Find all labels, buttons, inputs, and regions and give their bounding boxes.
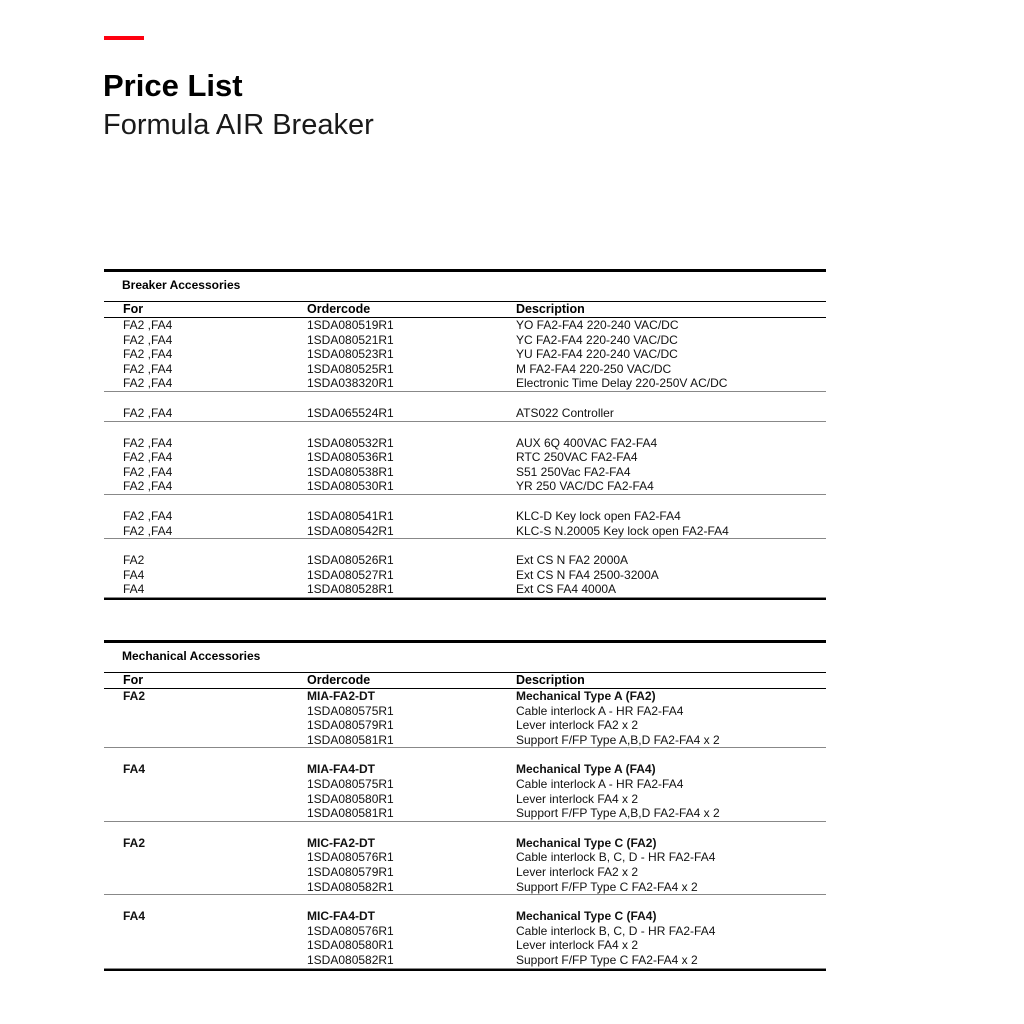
section-bottom-rule (104, 598, 826, 600)
table-row (104, 880, 826, 896)
group-spacer (104, 895, 826, 909)
cell-for: FA2 ,FA4 (123, 361, 173, 376)
table-row (104, 524, 826, 540)
table-row (104, 836, 826, 851)
table-body (104, 689, 826, 969)
group-spacer (104, 495, 826, 509)
table-row (104, 733, 826, 749)
cell-ordercode: 1SDA080580R1 (307, 938, 394, 953)
table-row (104, 347, 826, 362)
table-row (104, 938, 826, 953)
section-bottom-rule (104, 969, 826, 971)
table-header (104, 301, 826, 318)
cell-description: Lever interlock FA2 x 2 (516, 718, 639, 733)
cell-for: FA2 ,FA4 (123, 318, 173, 332)
cell-ordercode: 1SDA080575R1 (307, 776, 394, 791)
cell-description: YC FA2-FA4 220-240 VAC/DC (516, 332, 678, 347)
cell-description: KLC-S N.20005 Key lock open FA2-FA4 (516, 523, 729, 538)
cell-for: FA2 ,FA4 (123, 464, 173, 479)
mechanical-accessories-table (104, 640, 826, 971)
cell-description: Mechanical Type A (FA2) (516, 689, 656, 703)
table-row (104, 568, 826, 583)
cell-for: FA2 ,FA4 (123, 376, 173, 391)
cell-description: AUX 6Q 400VAC FA2-FA4 (516, 435, 658, 450)
cell-description: Ext CS N FA2 2000A (516, 553, 629, 568)
cell-description: Support F/FP Type A,B,D FA2-FA4 x 2 (516, 806, 720, 821)
cell-for: FA4 (123, 909, 146, 924)
cell-for: FA2 ,FA4 (123, 479, 173, 494)
section-title: Mechanical Accessories (122, 649, 261, 663)
cell-ordercode: 1SDA080576R1 (307, 850, 394, 865)
table-row (104, 450, 826, 465)
table-row (104, 924, 826, 939)
cell-ordercode: 1SDA080528R1 (307, 582, 394, 597)
table-row (104, 333, 826, 348)
table-row (104, 762, 826, 777)
cell-ordercode: 1SDA080582R1 (307, 952, 394, 967)
cell-description: Mechanical Type A (FA4) (516, 762, 656, 777)
cell-ordercode: 1SDA080521R1 (307, 332, 394, 347)
table-row (104, 376, 826, 392)
table-row (104, 465, 826, 480)
cell-ordercode: 1SDA080527R1 (307, 567, 394, 582)
column-header-ordercode: Ordercode (307, 302, 371, 316)
cell-ordercode: 1SDA080519R1 (307, 318, 394, 332)
table-row (104, 582, 826, 598)
table-row (104, 689, 826, 704)
cell-description: S51 250Vac FA2-FA4 (516, 464, 631, 479)
cell-ordercode: MIA-FA2-DT (307, 689, 375, 703)
cell-description: Lever interlock FA4 x 2 (516, 791, 639, 806)
cell-description: Cable interlock B, C, D - HR FA2-FA4 (516, 923, 716, 938)
table-row (104, 509, 826, 524)
breaker-accessories-table (104, 269, 826, 600)
table-row (104, 806, 826, 822)
table-row (104, 436, 826, 451)
cell-for: FA2 ,FA4 (123, 508, 173, 523)
cell-for: FA4 (123, 582, 145, 597)
cell-ordercode: 1SDA080538R1 (307, 464, 394, 479)
group-spacer (104, 822, 826, 836)
cell-description: M FA2-FA4 220-250 VAC/DC (516, 361, 672, 376)
cell-description: Cable interlock A - HR FA2-FA4 (516, 703, 684, 718)
group-spacer (104, 392, 826, 406)
table-row (104, 553, 826, 568)
column-header-description: Description (516, 673, 585, 687)
page-title: Price List (103, 68, 243, 103)
cell-description: Cable interlock B, C, D - HR FA2-FA4 (516, 850, 716, 865)
table-row (104, 865, 826, 880)
cell-ordercode: 1SDA080523R1 (307, 347, 394, 362)
cell-description: Mechanical Type C (FA4) (516, 909, 657, 924)
cell-description: YR 250 VAC/DC FA2-FA4 (516, 479, 654, 494)
cell-description: Cable interlock A - HR FA2-FA4 (516, 776, 684, 791)
cell-ordercode: 1SDA080582R1 (307, 879, 394, 894)
cell-description: Electronic Time Delay 220-250V AC/DC (516, 376, 728, 391)
cell-ordercode: 1SDA080580R1 (307, 791, 394, 806)
cell-ordercode: 1SDA080542R1 (307, 523, 394, 538)
cell-description: Mechanical Type C (FA2) (516, 835, 657, 850)
cell-ordercode: 1SDA080579R1 (307, 864, 394, 879)
cell-description: YO FA2-FA4 220-240 VAC/DC (516, 318, 679, 332)
table-row (104, 718, 826, 733)
cell-for: FA2 (123, 835, 146, 850)
group-spacer (104, 748, 826, 762)
table-row (104, 909, 826, 924)
table-row (104, 362, 826, 377)
cell-for: FA2 ,FA4 (123, 405, 173, 420)
cell-for: FA2 ,FA4 (123, 450, 173, 465)
table-row (104, 704, 826, 719)
cell-for: FA2 (123, 689, 146, 703)
cell-description: Ext CS N FA4 2500-3200A (516, 567, 659, 582)
cell-ordercode: 1SDA080530R1 (307, 479, 394, 494)
cell-description: Support F/FP Type C FA2-FA4 x 2 (516, 879, 698, 894)
cell-description: ATS022 Controller (516, 405, 614, 420)
cell-ordercode: 1SDA080525R1 (307, 361, 394, 376)
cell-for: FA2 ,FA4 (123, 347, 173, 362)
cell-ordercode: 1SDA080575R1 (307, 703, 394, 718)
cell-for: FA2 (123, 553, 145, 568)
cell-ordercode: 1SDA080536R1 (307, 450, 394, 465)
cell-description: Ext CS FA4 4000A (516, 582, 617, 597)
brand-accent-bar (104, 36, 144, 40)
group-spacer (104, 422, 826, 436)
cell-ordercode: 1SDA080581R1 (307, 732, 394, 747)
table-row (104, 479, 826, 495)
cell-for: FA4 (123, 567, 145, 582)
column-header-description: Description (516, 302, 585, 316)
cell-description: Support F/FP Type A,B,D FA2-FA4 x 2 (516, 732, 720, 747)
table-row (104, 777, 826, 792)
cell-for: FA2 ,FA4 (123, 523, 173, 538)
cell-ordercode: 1SDA080526R1 (307, 553, 394, 568)
cell-description: Lever interlock FA2 x 2 (516, 864, 639, 879)
cell-ordercode: 1SDA080541R1 (307, 508, 394, 523)
table-row (104, 406, 826, 422)
cell-description: KLC-D Key lock open FA2-FA4 (516, 508, 681, 523)
cell-ordercode: 1SDA080576R1 (307, 923, 394, 938)
cell-for: FA2 ,FA4 (123, 435, 173, 450)
cell-description: Lever interlock FA4 x 2 (516, 938, 639, 953)
column-header-for: For (123, 673, 144, 687)
page-subtitle: Formula AIR Breaker (103, 109, 374, 141)
table-body (104, 318, 826, 598)
group-spacer (104, 539, 826, 553)
cell-ordercode: MIC-FA2-DT (307, 835, 375, 850)
table-header (104, 672, 826, 689)
cell-for: FA2 ,FA4 (123, 332, 173, 347)
cell-description: RTC 250VAC FA2-FA4 (516, 450, 638, 465)
cell-description: Support F/FP Type C FA2-FA4 x 2 (516, 952, 698, 967)
column-header-for: For (123, 302, 144, 316)
table-row (104, 953, 826, 969)
cell-ordercode: 1SDA080579R1 (307, 718, 394, 733)
cell-ordercode: MIC-FA4-DT (307, 909, 375, 924)
cell-ordercode: MIA-FA4-DT (307, 762, 375, 777)
cell-ordercode: 1SDA080581R1 (307, 806, 394, 821)
column-header-ordercode: Ordercode (307, 673, 371, 687)
table-row (104, 850, 826, 865)
table-row (104, 792, 826, 807)
cell-description: YU FA2-FA4 220-240 VAC/DC (516, 347, 678, 362)
cell-ordercode: 1SDA065524R1 (307, 405, 394, 420)
cell-ordercode: 1SDA038320R1 (307, 376, 394, 391)
cell-ordercode: 1SDA080532R1 (307, 435, 394, 450)
cell-for: FA4 (123, 762, 146, 777)
section-title: Breaker Accessories (122, 278, 241, 292)
table-row (104, 318, 826, 333)
